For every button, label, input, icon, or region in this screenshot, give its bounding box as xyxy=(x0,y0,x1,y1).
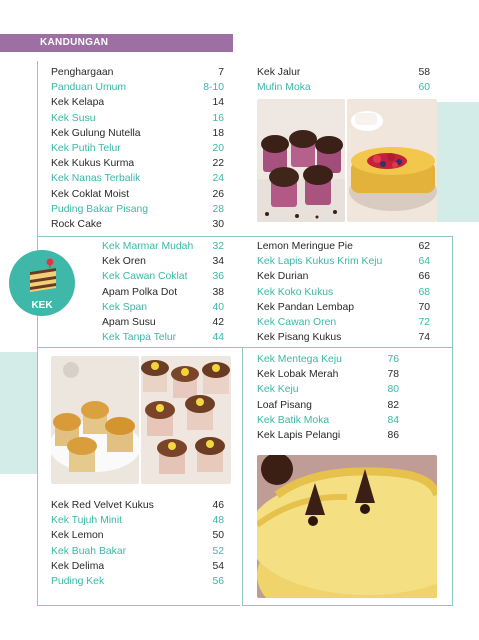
page-title: KANDUNGAN xyxy=(40,37,109,48)
toc-entry-title: Kek Lemon xyxy=(51,530,104,542)
toc-entry[interactable] xyxy=(51,187,224,202)
toc-entry[interactable] xyxy=(51,217,224,232)
toc-entry-page: 62 xyxy=(418,241,430,252)
toc-entry-title: Kek Durian xyxy=(257,271,309,283)
toc-entry-title: Apam Susu xyxy=(102,316,156,328)
toc-entry-page: 56 xyxy=(212,575,224,587)
muffin-cup xyxy=(261,135,289,172)
toc-entry-page: 8-10 xyxy=(203,82,224,94)
toc-entry-title: Kek Gulung Nutella xyxy=(51,127,141,139)
toc-entry[interactable] xyxy=(51,141,224,156)
toc-entry[interactable] xyxy=(51,559,224,574)
toc-entry-page: 26 xyxy=(212,188,224,200)
toc-entry-title: Lemon Meringue Pie xyxy=(257,241,353,252)
toc-entry-title: Kek Red Velvet Kukus xyxy=(51,500,154,511)
toc-entry-title: Kek Koko Kukus xyxy=(257,286,334,298)
toc-entry-page: 84 xyxy=(387,414,399,426)
toc-entry-page: 40 xyxy=(212,301,224,313)
toc-entry-title: Kek Kukus Kurma xyxy=(51,158,135,170)
toc-entry-page: 54 xyxy=(212,560,224,572)
toc-entry-page: 52 xyxy=(212,545,224,557)
muffins-illustration xyxy=(257,99,345,222)
cheese-cake-illustration xyxy=(257,455,437,598)
toc-entry[interactable] xyxy=(257,300,430,315)
toc-entry-title: Kek Mentega Keju xyxy=(257,354,342,365)
fruit-cake-illustration xyxy=(347,99,437,222)
toc-entry-page: 22 xyxy=(212,158,224,170)
toc-entry-page: 60 xyxy=(418,82,430,94)
toc-entry-page: 64 xyxy=(418,256,430,268)
photo-fruit-cake xyxy=(347,99,437,222)
toc-section-kek-4 xyxy=(257,239,430,345)
toc-entry[interactable] xyxy=(51,513,224,528)
cupcakes-plate-illustration xyxy=(51,356,139,484)
kek-badge-label: KEK xyxy=(31,300,53,311)
toc-entry-page: 44 xyxy=(212,332,224,344)
toc-entry-page: 34 xyxy=(212,256,224,268)
toc-entry-title: Kek Marmar Mudah xyxy=(102,241,194,252)
toc-section-kek-3 xyxy=(102,239,224,345)
toc-entry-page: 20 xyxy=(212,142,224,154)
toc-entry[interactable] xyxy=(51,65,224,80)
toc-entry-title: Panduan Umum xyxy=(51,82,127,94)
toc-entry-page: 7 xyxy=(218,67,224,78)
toc-entry-page: 70 xyxy=(418,301,430,313)
toc-entry-title: Kek Cawan Oren xyxy=(257,316,337,328)
photo-cupcakes-plate xyxy=(51,356,139,484)
toc-entry[interactable] xyxy=(102,300,224,315)
toc-entry-title: Kek Lobak Merah xyxy=(257,369,339,381)
toc-entry-title: Kek Span xyxy=(102,301,148,313)
toc-entry-page: 80 xyxy=(387,384,399,396)
toc-entry[interactable] xyxy=(257,285,430,300)
toc-entry-page: 74 xyxy=(418,332,430,344)
toc-entry-page: 82 xyxy=(387,399,399,411)
toc-entry[interactable] xyxy=(257,382,399,397)
toc-entry[interactable] xyxy=(257,65,430,80)
toc-entry[interactable] xyxy=(257,352,399,367)
toc-entry-title: Kek Susu xyxy=(51,112,96,124)
toc-entry-page: 78 xyxy=(387,369,399,381)
toc-entry-page: 16 xyxy=(212,112,224,124)
toc-entry[interactable] xyxy=(102,254,224,269)
toc-entry[interactable] xyxy=(51,202,224,217)
toc-entry-title: Mufin Moka xyxy=(257,82,311,94)
toc-entry-title: Kek Pandan Lembap xyxy=(257,301,355,313)
toc-entry-page: 72 xyxy=(418,316,430,328)
photo-cheese-cake xyxy=(257,455,437,598)
toc-section-kek-5 xyxy=(257,352,399,443)
toc-entry[interactable] xyxy=(51,156,224,171)
toc-entry-page: 42 xyxy=(212,316,224,328)
toc-entry[interactable] xyxy=(51,528,224,543)
toc-entry-title: Kek Cawan Coklat xyxy=(102,271,188,283)
toc-entry-page: 66 xyxy=(418,271,430,283)
toc-entry-page: 32 xyxy=(212,241,224,252)
toc-entry[interactable] xyxy=(257,254,430,269)
toc-entry-title: Kek Jalur xyxy=(257,67,301,78)
toc-entry-title: Kek Coklat Moist xyxy=(51,188,129,200)
toc-entry[interactable] xyxy=(51,111,224,126)
toc-entry-page: 48 xyxy=(212,515,224,527)
toc-entry[interactable] xyxy=(51,95,224,110)
toc-entry[interactable] xyxy=(257,269,430,284)
toc-entry-title: Kek Buah Bakar xyxy=(51,545,127,557)
toc-entry-page: 86 xyxy=(387,429,399,441)
toc-section-kek-6 xyxy=(51,498,224,589)
photo-polka-cupcakes xyxy=(141,356,231,484)
toc-entry[interactable] xyxy=(257,330,430,345)
toc-entry[interactable] xyxy=(257,413,399,428)
toc-entry-title: Kek Keju xyxy=(257,384,299,396)
cake-icon xyxy=(28,258,58,299)
toc-entry-page: 38 xyxy=(212,286,224,298)
toc-entry[interactable] xyxy=(257,367,399,382)
toc-entry-title: Kek Kelapa xyxy=(51,97,105,109)
toc-entry-title: Loaf Pisang xyxy=(257,399,312,411)
toc-entry-title: Kek Nanas Terbalik xyxy=(51,173,141,185)
toc-entry-page: 46 xyxy=(212,500,224,511)
toc-entry-page: 14 xyxy=(212,97,224,109)
toc-section-kek-1 xyxy=(51,65,224,232)
toc-entry-title: Puding Bakar Pisang xyxy=(51,203,149,215)
toc-entry-page: 68 xyxy=(418,286,430,298)
toc-entry-title: Rock Cake xyxy=(51,218,102,230)
toc-entry-title: Kek Tanpa Telur xyxy=(102,332,177,344)
toc-entry-page: 28 xyxy=(212,203,224,215)
toc-entry-title: Kek Delima xyxy=(51,560,105,572)
toc-entry-page: 58 xyxy=(418,67,430,78)
toc-entry-title: Kek Lapis Kukus Krim Keju xyxy=(257,256,383,268)
toc-entry[interactable] xyxy=(257,428,399,443)
toc-entry[interactable] xyxy=(51,574,224,589)
toc-entry-page: 50 xyxy=(212,530,224,542)
toc-entry[interactable] xyxy=(102,315,224,330)
toc-entry-title: Kek Lapis Pelangi xyxy=(257,429,341,441)
toc-entry-page: 24 xyxy=(212,173,224,185)
polka-cupcakes-illustration xyxy=(141,356,231,484)
toc-entry-title: Apam Polka Dot xyxy=(102,286,178,298)
teal-deco-right xyxy=(437,102,479,222)
toc-entry-title: Kek Pisang Kukus xyxy=(257,332,342,344)
toc-entry-page: 76 xyxy=(387,354,399,365)
toc-entry-title: Penghargaan xyxy=(51,67,114,78)
toc-entry[interactable] xyxy=(51,80,224,95)
toc-entry[interactable] xyxy=(51,544,224,559)
toc-entry[interactable] xyxy=(51,498,224,513)
toc-entry[interactable] xyxy=(257,315,430,330)
toc-entry[interactable] xyxy=(102,285,224,300)
toc-entry-page: 30 xyxy=(212,218,224,230)
toc-entry[interactable] xyxy=(257,80,430,95)
toc-entry[interactable] xyxy=(51,126,224,141)
toc-entry[interactable] xyxy=(102,239,224,254)
toc-entry[interactable] xyxy=(102,330,224,345)
toc-entry[interactable] xyxy=(51,171,224,186)
toc-entry-title: Kek Putih Telur xyxy=(51,142,121,154)
toc-entry-page: 36 xyxy=(212,271,224,283)
toc-entry-title: Kek Oren xyxy=(102,256,146,268)
toc-entry[interactable] xyxy=(102,269,224,284)
toc-entry-title: Puding Kek xyxy=(51,575,105,587)
toc-entry[interactable] xyxy=(257,398,399,413)
toc-entry-page: 18 xyxy=(212,127,224,139)
toc-entry-title: Kek Batik Moka xyxy=(257,414,330,426)
photo-chocolate-muffins xyxy=(257,99,345,222)
teal-deco-left xyxy=(0,352,38,474)
toc-entry[interactable] xyxy=(257,239,430,254)
header-bar xyxy=(0,34,233,52)
toc-section-kek-2 xyxy=(257,65,430,95)
toc-entry-title: Kek Tujuh Minit xyxy=(51,515,123,527)
